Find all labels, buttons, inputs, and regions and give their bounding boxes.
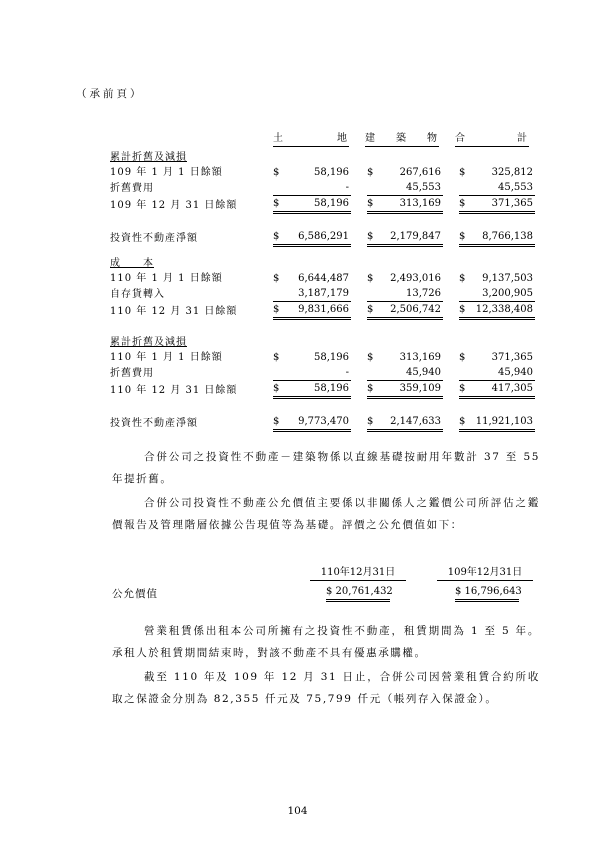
section-heading-row — [110, 256, 535, 271]
value-total — [471, 256, 535, 271]
table-row — [110, 414, 535, 431]
fair-value-110: $ 20,761,432 — [326, 585, 390, 602]
value-building: 2,179,847 — [379, 229, 443, 246]
header-land-char: 土 — [273, 133, 283, 144]
value-building: 313,169 — [379, 196, 443, 213]
dollar-sign — [367, 150, 379, 165]
value-land: 58,196 — [314, 352, 349, 363]
fair-value-header-109: 109年12月31日 — [437, 566, 533, 581]
value-total: 45,553 — [471, 180, 535, 196]
value-building — [379, 335, 443, 350]
dollar-sign — [367, 286, 379, 302]
value-building: 45,940 — [379, 365, 443, 381]
row-label: 110 年 12 月 31 日餘額 — [110, 305, 238, 317]
value-total — [471, 335, 535, 350]
header-total — [455, 131, 529, 146]
dollar-sign: $ — [273, 196, 285, 213]
value-building: 267,616 — [399, 167, 441, 178]
value-building — [379, 150, 443, 165]
table-row — [110, 302, 535, 319]
table-row — [110, 165, 535, 180]
row-label: 自存貨轉入 — [110, 288, 165, 300]
value-total: 12,338,408 — [471, 302, 535, 319]
dollar-sign — [273, 180, 285, 196]
value-building — [379, 256, 443, 271]
dollar-sign: $ — [273, 167, 280, 178]
value-building: 2,506,742 — [379, 302, 443, 319]
header-land-char: 地 — [337, 133, 347, 144]
investment-property-table-110 — [110, 256, 535, 432]
dollar-sign — [367, 256, 379, 271]
value-land: 3,187,179 — [285, 286, 351, 302]
value-building: 359,109 — [379, 381, 443, 398]
header-land — [273, 131, 349, 146]
row-label: 109 年 12 月 31 日餘額 — [110, 199, 238, 211]
row-label: 110 年 1 月 1 日餘額 — [110, 273, 223, 284]
section-heading: 累計折舊及減損 — [110, 152, 187, 163]
dollar-sign: $ — [459, 352, 466, 363]
dollar-sign: $ — [273, 414, 285, 431]
dollar-sign: $ — [367, 302, 379, 319]
dollar-sign — [459, 286, 471, 302]
dollar-sign: $ — [273, 352, 280, 363]
spacer-row — [110, 398, 535, 415]
value-building: 13,726 — [379, 286, 443, 302]
value-land: 6,644,487 — [298, 273, 349, 284]
header-building-char: 築 — [396, 133, 406, 144]
value-total: 3,200,905 — [471, 286, 535, 302]
dollar-sign: $ — [367, 167, 374, 178]
dollar-sign: $ — [459, 273, 466, 284]
value-land: 9,831,666 — [285, 302, 351, 319]
dollar-sign: $ — [273, 302, 285, 319]
value-land: 58,196 — [285, 196, 351, 213]
fair-value-109: $ 16,796,643 — [455, 585, 519, 602]
paragraph-operating-lease: 營業租賃係出租本公司所擁有之投資性不動產，租賃期間為 1 至 5 年。承租人於租賃期間結束時，對該不動產不具有優惠承購權。 — [112, 625, 540, 659]
dollar-sign — [459, 365, 471, 381]
row-label: 投資性不動產淨額 — [110, 232, 198, 244]
dollar-sign: $ — [273, 229, 285, 246]
dollar-sign — [367, 335, 379, 350]
dollar-sign: $ — [367, 352, 374, 363]
value-total: 371,365 — [491, 352, 533, 363]
dollar-sign: $ — [459, 381, 471, 398]
value-land: - — [285, 180, 351, 196]
table-row — [110, 365, 535, 381]
column-header-row — [110, 131, 529, 147]
value-land — [285, 256, 351, 271]
header-building — [365, 131, 439, 146]
value-land: 58,196 — [314, 167, 349, 178]
header-total-char: 計 — [517, 133, 527, 144]
value-total: 9,137,503 — [482, 273, 533, 284]
paragraph-depreciation: 合併公司之投資性不動產－建築物係以直線基礎按耐用年數計 37 至 55 年提折舊。 — [112, 451, 540, 485]
depreciation-table-109 — [110, 150, 535, 247]
header-total-char: 合 — [455, 133, 465, 144]
value-land — [285, 150, 351, 165]
header-building-char: 建 — [365, 133, 375, 144]
dollar-sign — [367, 365, 379, 381]
paragraph-deposits: 截至 110 年及 109 年 12 月 31 日止，合併公司因營業租賃合約所收取之保證金分別為 82,355 仟元及 75,799 仟元（帳列存入保證金）。 — [112, 671, 540, 705]
dollar-sign — [367, 180, 379, 196]
spacer-row — [110, 213, 535, 230]
row-label: 110 年 1 月 1 日餘額 — [110, 352, 223, 363]
dollar-sign — [459, 180, 471, 196]
value-total: 11,921,103 — [471, 414, 535, 431]
section-heading: 累計折舊及減損 — [110, 337, 187, 348]
value-land: - — [285, 365, 351, 381]
page-number: 104 — [287, 805, 308, 817]
row-label: 109 年 1 月 1 日餘額 — [110, 167, 223, 178]
fair-value-header-110: 110年12月31日 — [310, 566, 406, 581]
value-total: 45,940 — [471, 365, 535, 381]
value-land: 58,196 — [285, 381, 351, 398]
section-heading-row — [110, 150, 535, 165]
value-total: 417,305 — [471, 381, 535, 398]
section-heading: 成 本 — [110, 258, 154, 269]
dollar-sign: $ — [367, 381, 379, 398]
dollar-sign: $ — [273, 273, 280, 284]
paragraph-fair-value: 合併公司投資性不動產公允價值主要係以非關係人之鑑價公司所評估之鑑價報告及管理階層依據公告現值等為基礎。評價之公允價值如下： — [112, 497, 540, 531]
row-label: 折舊費用 — [110, 367, 154, 379]
value-land: 9,773,470 — [285, 414, 351, 431]
value-building: 45,553 — [379, 180, 443, 196]
table-row — [110, 229, 535, 246]
table-row — [110, 180, 535, 196]
dollar-sign — [459, 150, 471, 165]
value-total — [471, 150, 535, 165]
dollar-sign — [273, 335, 285, 350]
dollar-sign: $ — [367, 229, 379, 246]
row-label: 折舊費用 — [110, 182, 154, 194]
dollar-sign — [459, 335, 471, 350]
value-total: 8,766,138 — [471, 229, 535, 246]
dollar-sign — [459, 256, 471, 271]
header-building-char: 物 — [427, 133, 437, 144]
value-total: 371,365 — [471, 196, 535, 213]
value-total: 325,812 — [491, 167, 533, 178]
continued-note: （承前頁） — [76, 88, 144, 100]
dollar-sign — [273, 150, 285, 165]
row-label: 110 年 12 月 31 日餘額 — [110, 384, 238, 396]
table-row — [110, 286, 535, 302]
table-row — [110, 271, 535, 286]
table-row — [110, 196, 535, 213]
dollar-sign — [273, 286, 285, 302]
dollar-sign: $ — [367, 273, 374, 284]
table-row — [110, 350, 535, 365]
value-building: 2,493,016 — [390, 273, 441, 284]
spacer-row — [110, 319, 535, 336]
table-row — [110, 381, 535, 398]
value-land — [285, 335, 351, 350]
dollar-sign: $ — [367, 196, 379, 213]
row-label: 投資性不動產淨額 — [110, 417, 198, 429]
dollar-sign: $ — [459, 167, 466, 178]
value-building: 313,169 — [399, 352, 441, 363]
dollar-sign: $ — [273, 381, 285, 398]
dollar-sign: $ — [459, 414, 471, 431]
dollar-sign — [273, 256, 285, 271]
dollar-sign: $ — [367, 414, 379, 431]
fair-value-label: 公允價值 — [112, 588, 158, 600]
value-land: 6,586,291 — [285, 229, 351, 246]
dollar-sign: $ — [459, 302, 471, 319]
section-heading-row — [110, 335, 535, 350]
dollar-sign: $ — [459, 229, 471, 246]
dollar-sign — [273, 365, 285, 381]
value-building: 2,147,633 — [379, 414, 443, 431]
dollar-sign: $ — [459, 196, 471, 213]
